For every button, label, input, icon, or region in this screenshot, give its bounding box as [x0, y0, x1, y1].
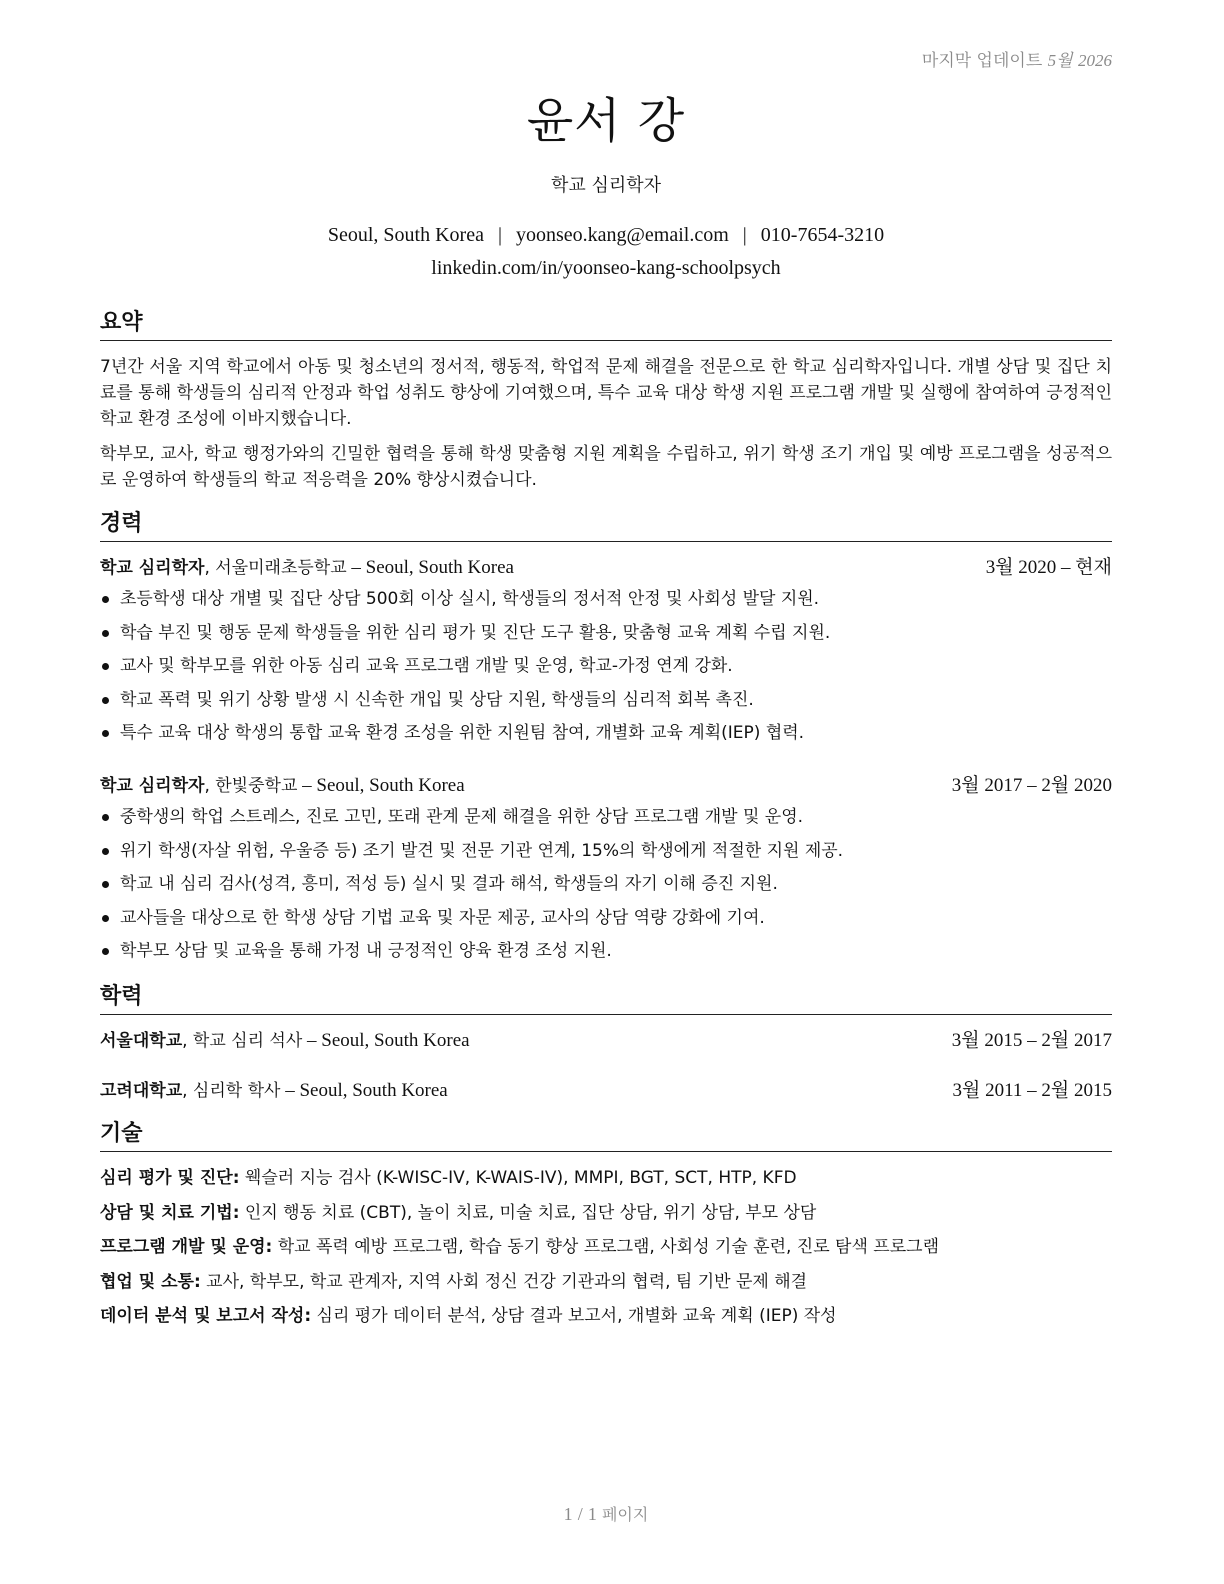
- skill-item: [100, 1269, 1112, 1304]
- education-item: [100, 1078, 1112, 1104]
- job-heading: [100, 555, 1112, 581]
- job-org: , 한빛중학교: [204, 776, 298, 796]
- skill-value: 웩슬러 지능 검사 (K-WISC-IV, K-WAIS-IV), MMPI, BGT, SCT, HTP, KFD: [239, 1168, 797, 1188]
- contact-phone: 010-7654-3210: [760, 224, 885, 246]
- skill-item: [100, 1165, 1112, 1200]
- skill-item: [100, 1303, 1112, 1338]
- page-total: 1: [587, 1504, 597, 1524]
- education-date: 3월 2015 – 2월 2017: [951, 1030, 1112, 1051]
- job-location: – Seoul, South Korea: [297, 775, 465, 796]
- skill-value: 심리 평가 데이터 분석, 상담 결과 보고서, 개별화 교육 계획 (IEP) 작성: [311, 1306, 837, 1326]
- education-title-line: [100, 1078, 448, 1104]
- skill-label: 심리 평가 및 진단:: [100, 1168, 240, 1188]
- contact-email[interactable]: yoonseo.kang@email.com: [515, 224, 729, 246]
- list-item: 학부모 상담 및 교육을 통해 가정 내 긍정적인 양육 환경 조성 지원.: [100, 938, 1112, 972]
- page-number: [100, 1502, 1112, 1525]
- skill-label: 데이터 분석 및 보고서 작성:: [100, 1306, 312, 1326]
- education-location: – Seoul, South Korea: [280, 1080, 448, 1101]
- candidate-role: 학교 심리학자: [550, 175, 662, 196]
- education-degree: , 학교 심리 석사: [182, 1031, 303, 1051]
- skill-value: 교사, 학부모, 학교 관계자, 지역 사회 정신 건강 기관과의 협력, 팀 기반 문제 해결: [200, 1271, 808, 1292]
- job-bullets: [100, 586, 1112, 754]
- job-title-line: [100, 555, 514, 581]
- job-date: 3월 2017 – 2월 2020: [951, 775, 1112, 796]
- contact-separator: |: [742, 224, 747, 246]
- list-item: 위기 학생(자살 위험, 우울증 등) 조기 발견 및 전문 기관 연계, 15%의 학생에게 적절한 지원 제공.: [100, 838, 1112, 872]
- list-item: 학교 폭력 및 위기 상황 발생 시 신속한 개입 및 상담 지원, 학생들의 심리적 회복 촉진.: [100, 687, 1112, 721]
- section-title-education: 학력: [100, 983, 1112, 1015]
- contact-location: Seoul, South Korea: [327, 224, 484, 246]
- list-item: 초등학생 대상 개별 및 집단 상담 500회 이상 실시, 학생들의 정서적 안정 및 사회성 발달 지원.: [100, 586, 1112, 620]
- education-degree: , 심리학 학사: [182, 1081, 281, 1101]
- page-label: 페이지: [601, 1505, 649, 1524]
- job-bullets: [100, 804, 1112, 972]
- education-location: – Seoul, South Korea: [302, 1030, 470, 1051]
- skill-item: [100, 1200, 1112, 1235]
- list-item: 학습 부진 및 행동 문제 학생들을 위한 심리 평가 및 진단 도구 활용, 맞춤형 교육 계획 수립 지원.: [100, 620, 1112, 654]
- section-title-summary: 요약: [100, 309, 1112, 341]
- list-item: 특수 교육 대상 학생의 통합 교육 환경 조성을 위한 지원팀 참여, 개별화 교육 계획(IEP) 협력.: [100, 720, 1112, 754]
- last-updated-month: 5월: [1047, 51, 1073, 70]
- summary-paragraph: 학부모, 교사, 학교 행정가와의 긴밀한 협력을 통해 학생 맞춤형 지원 계획을 수립하고, 위기 학생 조기 개입 및 예방 프로그램을 성공적으로 운영하여 학생들의 학교 적응력을 20% 향상시켰습니다.: [100, 444, 1112, 490]
- last-updated-label: 마지막 업데이트: [921, 51, 1043, 71]
- last-updated: [922, 46, 1112, 71]
- list-item: 학교 내 심리 검사(성격, 흥미, 적성 등) 실시 및 결과 해석, 학생들의 자기 이해 증진 지원.: [100, 871, 1112, 905]
- job-org: , 서울미래초등학교: [204, 558, 347, 578]
- contact-linkedin[interactable]: linkedin.com/in/yoonseo-kang-schoolpsych: [431, 257, 781, 279]
- job-role: 학교 심리학자: [100, 776, 205, 796]
- page-current: 1: [563, 1504, 573, 1524]
- job-location: – Seoul, South Korea: [346, 557, 514, 578]
- resume-page: [100, 0, 1112, 1584]
- candidate-name: 윤서 강: [526, 93, 686, 149]
- job-role: 학교 심리학자: [100, 558, 205, 578]
- last-updated-year: 2026: [1078, 51, 1112, 70]
- education-item: [100, 1028, 1112, 1054]
- skill-label: 상담 및 치료 기법:: [100, 1202, 240, 1223]
- list-item: 중학생의 학업 스트레스, 진로 고민, 또래 관계 문제 해결을 위한 상담 프로그램 개발 및 운영.: [100, 804, 1112, 838]
- skill-label: 협업 및 소통:: [100, 1271, 201, 1292]
- skill-item: [100, 1234, 1112, 1269]
- list-item: 교사 및 학부모를 위한 아동 심리 교육 프로그램 개발 및 운영, 학교-가정 연계 강화.: [100, 653, 1112, 687]
- education-school: 서울대학교: [100, 1031, 183, 1051]
- education-title-line: [100, 1028, 470, 1054]
- contact-separator: |: [497, 224, 502, 246]
- job-title-line: [100, 773, 465, 799]
- skill-label: 프로그램 개발 및 운영:: [100, 1237, 273, 1257]
- list-item: 교사들을 대상으로 한 학생 상담 기법 교육 및 자문 제공, 교사의 상담 역량 강화에 기여.: [100, 905, 1112, 939]
- page-separator: /: [577, 1504, 583, 1524]
- skill-value: 학교 폭력 예방 프로그램, 학습 동기 향상 프로그램, 사회성 기술 훈련, 진로 탐색 프로그램: [272, 1237, 939, 1257]
- education-school: 고려대학교: [100, 1081, 183, 1101]
- summary-paragraph: 7년간 서울 지역 학교에서 아동 및 청소년의 정서적, 행동적, 학업적 문제 해결을 전문으로 한 학교 심리학자입니다. 개별 상담 및 집단 치료를 통해 학생들의 심리적 안정과 학업 성취도 향상에 기여했으며, 특수 교육 대상 학생 지원 프로그램 개발 및 실행에 참여하여 긍정적인 학교 환경 조성에 이바지했습니다.: [100, 357, 1112, 429]
- education-date: 3월 2011 – 2월 2015: [952, 1080, 1112, 1101]
- job-heading: [100, 773, 1112, 799]
- section-title-skills: 기술: [100, 1120, 1112, 1152]
- contact-line: [100, 224, 1112, 247]
- section-title-experience: 경력: [100, 510, 1112, 542]
- skills-list: [100, 1165, 1112, 1338]
- job-date: 3월 2020 – 현재: [985, 557, 1112, 578]
- skill-value: 인지 행동 치료 (CBT), 놀이 치료, 미술 치료, 집단 상담, 위기 상담, 부모 상담: [239, 1202, 817, 1223]
